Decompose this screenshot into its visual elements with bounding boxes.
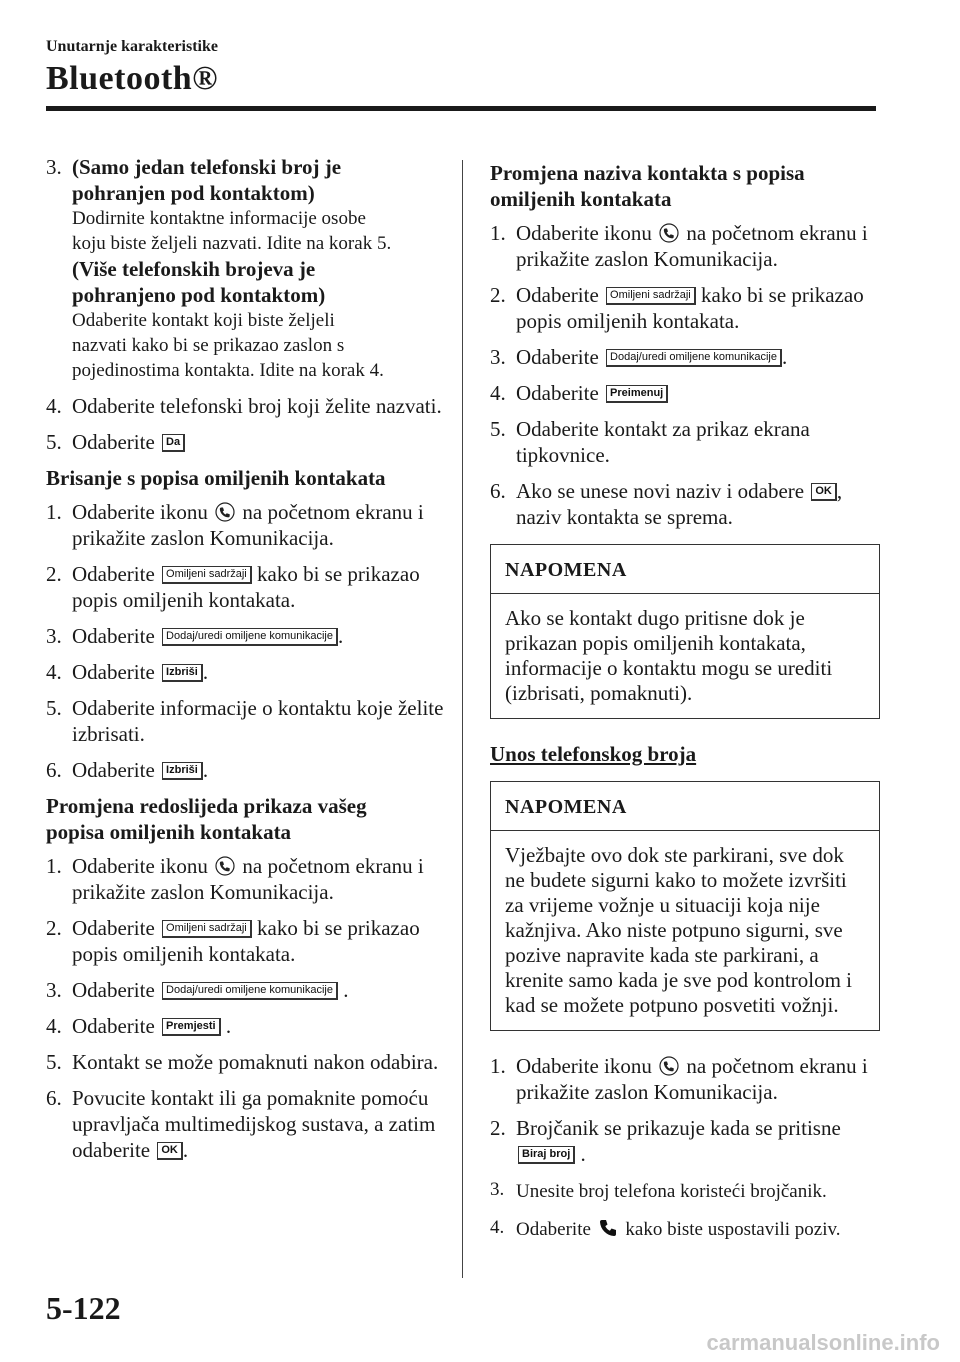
section-label: Unutarnje karakteristike (46, 38, 218, 55)
step-text: Ako se unese novi naziv i odabere (516, 479, 805, 503)
step-number: 4. (490, 381, 506, 405)
step-text: nazvati kako bi se prikazao zaslon s (72, 335, 345, 356)
step-number: 2. (46, 916, 62, 940)
step-text: kako bi se prikazao popis omiljenih kontakata. (72, 916, 420, 966)
communication-icon[interactable] (215, 856, 235, 876)
entry-step-3 (490, 1177, 880, 1205)
step-text: Odaberite ikonu (72, 500, 208, 524)
section-heading-delete: Brisanje s popisa omiljenih kontakata (46, 466, 386, 490)
step-text: Odaberite (516, 1219, 591, 1240)
step-text: pojedinostima kontakta. Idite na korak 4. (72, 360, 384, 381)
reorder-step-2 (46, 915, 446, 967)
step-text: Kontakt se može pomaknuti nakon odabira. (72, 1050, 439, 1074)
right-column (490, 154, 880, 1253)
step-number: 6. (46, 1086, 62, 1110)
add-edit-favorites-button[interactable]: Dodaj/uredi omiljene komunikacije (162, 628, 338, 646)
heading-line: Promjena redoslijeda prikaza vašeg (46, 794, 367, 818)
step-number: 5. (46, 696, 62, 720)
step-text: Odaberite ikonu (72, 854, 208, 878)
note-body: Vježbajte ovo dok ste parkirani, sve dok ne budete sigurni kako to možete izvršiti za vrijeme vožnje u situaciji koja nije kažnjiva. Ako niste potpuno sigurni, sve pozive napravite kada ste parkirani, a krenite samo kada je sve pod kontrolom i kad se možete potpuno posvetiti vožnji. (505, 843, 853, 1017)
communication-icon[interactable] (659, 1056, 679, 1076)
reorder-step-3 (46, 977, 446, 1003)
step-text: Odaberite (72, 562, 155, 586)
reorder-step-5 (46, 1049, 446, 1075)
rename-step-6 (490, 478, 880, 530)
step-text: . (343, 978, 349, 1002)
delete-step-3 (46, 623, 446, 649)
step-text: Odaberite (72, 978, 155, 1002)
add-edit-favorites-button[interactable]: Dodaj/uredi omiljene komunikacije (162, 982, 338, 1000)
step-number: 5. (490, 417, 506, 441)
favorites-button[interactable]: Omiljeni sadržaji (606, 287, 696, 305)
header-rule (46, 106, 876, 111)
step-number: 3. (46, 155, 62, 179)
dial-button[interactable]: Biraj broj (518, 1146, 575, 1164)
step-number: 1. (46, 500, 62, 524)
reorder-step-1 (46, 853, 446, 905)
delete-button[interactable]: Izbriši (162, 664, 203, 682)
step-text: na početnom ekranu i prikažite zaslon Komunikacija. (72, 854, 424, 904)
step-text: Odaberite (72, 758, 155, 782)
step-text: Odaberite (72, 916, 155, 940)
step-text: Odaberite (72, 624, 155, 648)
communication-icon[interactable] (659, 223, 679, 243)
step-number: 6. (490, 479, 506, 503)
note-box-edit (490, 544, 880, 719)
step-text: Odaberite kontakt za prikaz ekrana tipkovnice. (516, 417, 810, 467)
step-number: 5. (46, 1050, 62, 1074)
step-text: Povucite kontakt ili ga pomaknite pomoću upravljača multimedijskog sustava, a zatim odaberite (72, 1086, 436, 1162)
entry-step-1 (490, 1053, 880, 1105)
step-subheading: pohranjeno pod kontaktom) (72, 283, 326, 307)
step-number: 4. (490, 1217, 505, 1238)
step-text: Brojčanik se prikazuje kada se pritisne (516, 1116, 841, 1140)
heading-line: Promjena naziva kontakta s popisa (490, 161, 805, 185)
delete-step-4 (46, 659, 446, 685)
step-text: . (781, 345, 788, 369)
section-heading-phone-entry: Unos telefonskog broja (490, 742, 697, 766)
column-divider (462, 160, 463, 1278)
entry-step-2 (490, 1115, 880, 1167)
note-box-safety (490, 781, 880, 1031)
step-subheading: pohranjen pod kontaktom) (72, 181, 315, 205)
reorder-step-4 (46, 1013, 446, 1039)
step-text: Odaberite (516, 381, 599, 405)
step-number: 3. (46, 978, 62, 1002)
rename-button[interactable]: Preimenuj (606, 385, 668, 403)
step-text: Odaberite kontakt koji biste željeli (72, 310, 335, 331)
heading-line: popisa omiljenih kontakata (46, 820, 292, 844)
step-text: Odaberite ikonu (516, 221, 652, 245)
step-number: 2. (490, 1116, 506, 1140)
step-text: Odaberite (72, 430, 155, 454)
step-text: kako biste uspostavili poziv. (625, 1219, 841, 1240)
step-text: Odaberite telefonski broj koji želite nazvati. (72, 394, 442, 418)
ok-button[interactable]: OK (811, 483, 837, 501)
rename-step-1 (490, 220, 880, 272)
step-text: Odaberite (516, 345, 599, 369)
step-number: 4. (46, 660, 62, 684)
step-text: na početnom ekranu i prikažite zaslon Komunikacija. (72, 500, 424, 550)
step-3-call (46, 154, 446, 383)
da-button[interactable]: Da (162, 434, 185, 452)
favorites-button[interactable]: Omiljeni sadržaji (162, 920, 252, 938)
reorder-step-6 (46, 1085, 446, 1163)
step-subheading: (Više telefonskih brojeva je (72, 257, 316, 281)
step-number: 1. (490, 1054, 506, 1078)
rename-step-4 (490, 380, 880, 406)
rename-step-3 (490, 344, 880, 370)
step-text: Odaberite (72, 1014, 155, 1038)
rename-step-2 (490, 282, 880, 334)
page-title: Bluetooth® (46, 60, 219, 97)
step-number: 4. (46, 394, 62, 418)
step-text: . (182, 1138, 189, 1162)
step-text: na početnom ekranu i prikažite zaslon Komunikacija. (516, 221, 868, 271)
step-number: 5. (46, 430, 62, 454)
communication-icon[interactable] (215, 502, 235, 522)
rename-step-5 (490, 416, 880, 468)
step-5-call (46, 429, 446, 455)
step-text: Odaberite ikonu (516, 1054, 652, 1078)
entry-step-4 (490, 1215, 880, 1243)
note-body: Ako se kontakt dugo pritisne dok je prikazan popis omiljenih kontakata, informacije o kontaktu mogu se urediti (izbrisati, pomaknuti). (505, 606, 833, 705)
heading-line: omiljenih kontakata (490, 187, 672, 211)
section-heading-reorder (46, 793, 446, 845)
delete-step-1 (46, 499, 446, 551)
step-text: Dodirnite kontaktne informacije osobe (72, 208, 366, 229)
section-heading-rename (490, 160, 880, 212)
step-text: na početnom ekranu i prikažite zaslon Komunikacija. (516, 1054, 868, 1104)
step-number: 2. (46, 562, 62, 586)
step-text: kako bi se prikazao popis omiljenih kontakata. (72, 562, 420, 612)
step-text: Odaberite (72, 660, 155, 684)
step-subheading: (Samo jedan telefonski broj je (72, 155, 342, 179)
step-number: 2. (490, 283, 506, 307)
step-text: . (202, 758, 209, 782)
step-text: Odaberite informacije o kontaktu koje želite izbrisati. (72, 696, 444, 746)
step-text: Odaberite (516, 283, 599, 307)
step-text: . (225, 1014, 232, 1038)
move-button[interactable]: Premjesti (162, 1018, 221, 1036)
step-text: . (337, 624, 344, 648)
favorites-button[interactable]: Omiljeni sadržaji (162, 566, 252, 584)
add-edit-favorites-button[interactable]: Dodaj/uredi omiljene komunikacije (606, 349, 782, 367)
step-number: 1. (46, 854, 62, 878)
ok-button[interactable]: OK (157, 1142, 183, 1160)
delete-step-5 (46, 695, 446, 747)
step-text: koju biste željeli nazvati. Idite na korak 5. (72, 233, 392, 254)
step-text: kako bi se prikazao popis omiljenih kontakata. (516, 283, 864, 333)
step-number: 3. (490, 1179, 505, 1200)
page-number: 5-122 (46, 1290, 121, 1326)
step-text: . (202, 660, 209, 684)
step-number: 6. (46, 758, 62, 782)
watermark: carmanualsonline.info (706, 1330, 940, 1355)
step-text: . (580, 1142, 586, 1166)
step-text: Unesite broj telefona koristeći brojčanik. (516, 1181, 827, 1202)
step-number: 3. (490, 345, 506, 369)
step-4-call (46, 393, 446, 419)
delete-button[interactable]: Izbriši (162, 762, 203, 780)
note-title: NAPOMENA (491, 545, 879, 594)
step-number: 4. (46, 1014, 62, 1038)
note-title: NAPOMENA (491, 782, 879, 831)
step-text: , naziv kontakta se sprema. (516, 479, 843, 529)
step-number: 1. (490, 221, 506, 245)
left-column (46, 154, 446, 1173)
delete-step-2 (46, 561, 446, 613)
step-number: 3. (46, 624, 62, 648)
call-handset-icon[interactable] (598, 1218, 618, 1238)
delete-step-6 (46, 757, 446, 783)
